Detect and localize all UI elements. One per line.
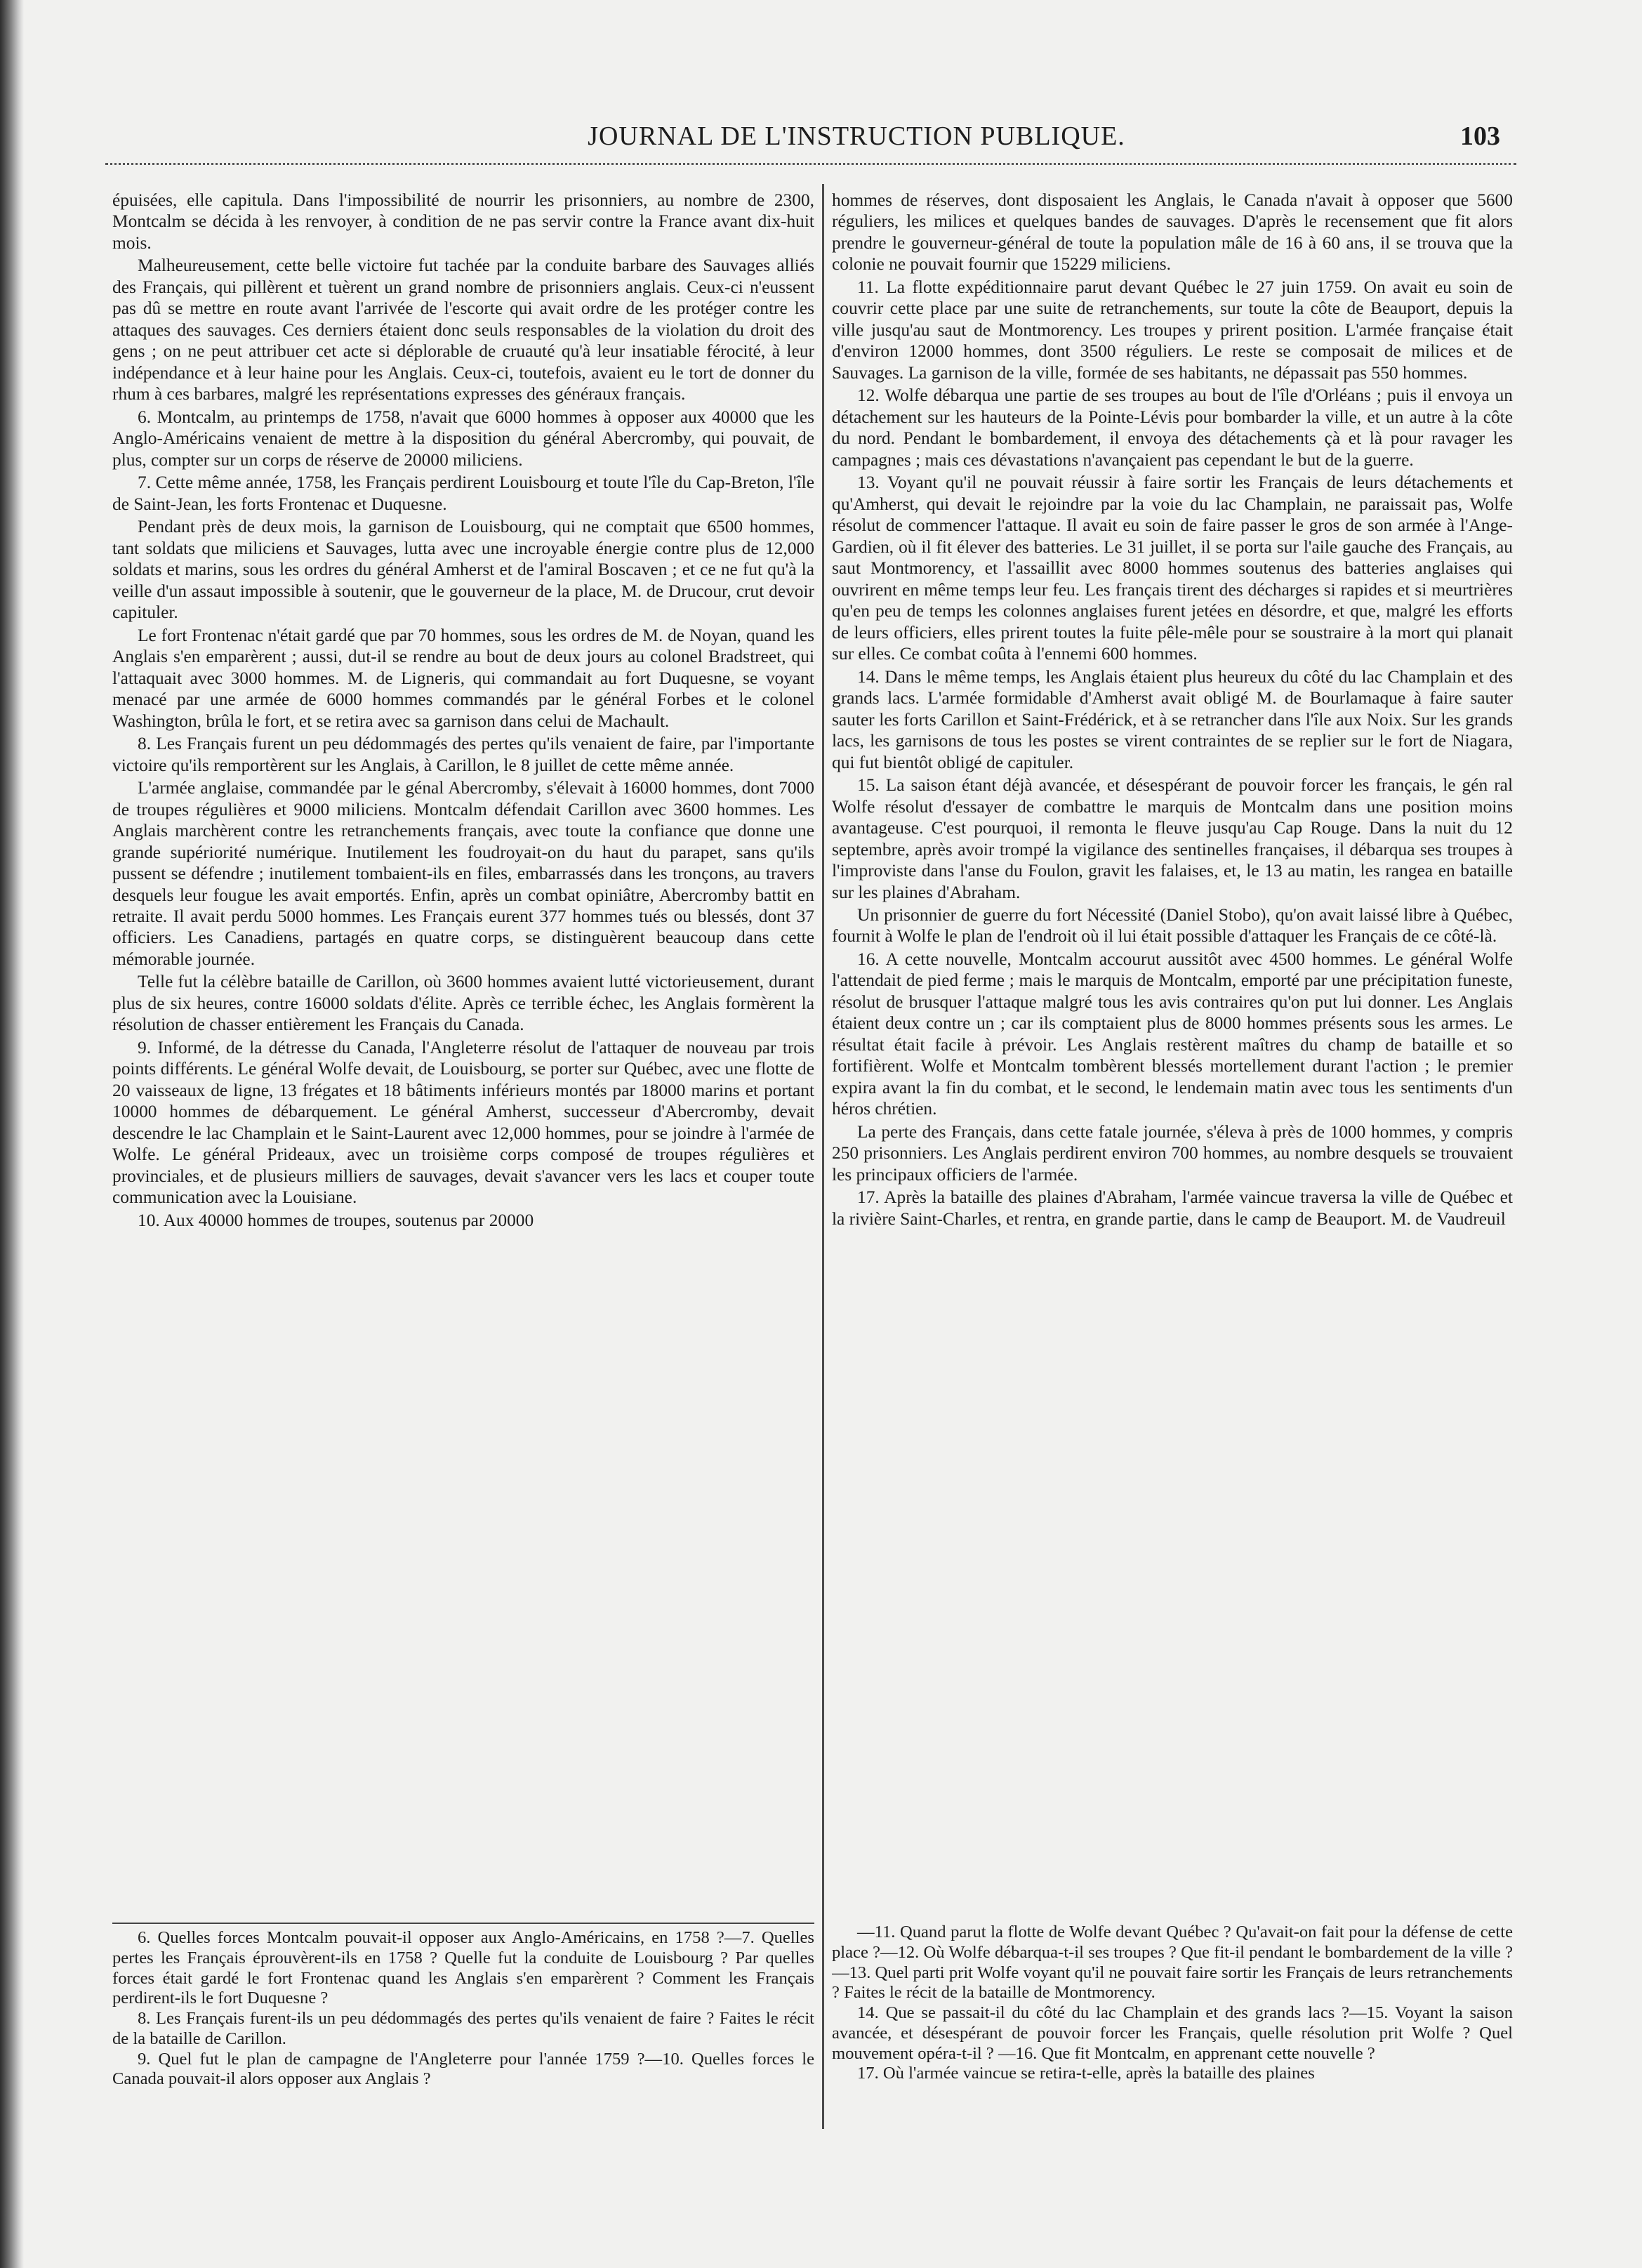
paragraph: L'armée anglaise, commandée par le génal Abercromby, s'élevait à 16000 hommes, dont 7000 de troupes régulières et 9000 miliciens. Montcalm défendait Carillon avec 3600 hommes. Les Anglais marchèrent contre les retranchements français, avec toute la confiance que donne une grande supériorité numérique. Inutilement les foudroyait-on du haut du parapet, sans qu'ils pussent se défendre ; inutilement tombaient-ils en files, embarrassés dans les tronçons, au travers desquels leur fougue les avait emportés. Enfin, après un combat opiniâtre, Abercromby battit en retraite. Il avait perdu 5000 hommes. Les Français eurent 377 hommes tués ou blessés, dont 37 officiers. Les Canadiens, partagés en quatre corps, se distinguèrent beaucoup dans cette mémorable journée.	[112, 778, 814, 969]
paragraph: Un prisonnier de guerre du fort Nécessité (Daniel Stobo), qu'on avait laissé libre à Québec, fournit à Wolfe le plan de l'endroit où il lui était possible d'attaquer les Français de ce côté-là.	[832, 904, 1513, 947]
question-paragraph: 14. Que se passait-il du côté du lac Champlain et des grands lacs ?—15. Voyant la saison avancée, et désespérant de pouvoir forcer les Français, quelle résolution prit Wolfe ? Quel mouvement opéra-t-il ? —16. Que fit Montcalm, en apprenant cette nouvelle ?	[832, 2003, 1513, 2063]
paragraph: La perte des Français, dans cette fatale journée, s'éleva à près de 1000 hommes, y compris 250 prisonniers. Les Anglais perdirent environ 700 hommes, au nombre desquels se trouvaient les principaux officiers de l'armée.	[832, 1121, 1513, 1185]
right-column	[832, 190, 1513, 1917]
question-paragraph: —11. Quand parut la flotte de Wolfe devant Québec ? Qu'avait-on fait pour la défense de cette place ?—12. Où Wolfe débarqua-t-il ses troupes ? Que fit-il pendant le bombardement de la ville ?—13. Quel parti prit Wolfe voyant qu'il ne pouvait faire sortir les Français de leurs retranchements ? Faites le récit de la bataille de Montmorency.	[832, 1923, 1513, 2003]
paragraph: 12. Wolfe débarqua une partie de ses troupes au bout de l'île d'Orléans ; puis il envoya un détachement sur les hauteurs de la Pointe-Lévis pour bombarder la ville, et un autre à la côte du nord. Pendant le bombardement, il envoya des détachements çà et là pour ravager les campagnes ; mais ces dévastations n'avançaient pas cependant le but de la guerre.	[832, 385, 1513, 470]
paragraph: 8. Les Français furent un peu dédommagés des pertes qu'ils venaient de faire, par l'importante victoire qu'ils remportèrent sur les Anglais, à Carillon, le 8 juillet de cette même année.	[112, 734, 814, 775]
running-title: JOURNAL DE L'INSTRUCTION PUBLIQUE.	[588, 121, 1125, 151]
paragraph: 13. Voyant qu'il ne pouvait réussir à faire sortir les Français de leurs détachements et qu'Amherst, qui devait le rejoindre par la voie du lac Champlain, ne paraissait pas, Wolfe résolut de commencer l'attaque. Il avait eu soin de faire passer le gros de son armée à l'Ange-Gardien, où il fit élever des batteries. Le 31 juillet, il se porta sur l'aile gauche des Français, au saut Montmorency, et l'assaillit avec 8000 hommes soutenus des batteries anglaises qui ouvrirent en même temps leur feu. Les français tirent des décharges si rapides et si meurtrières qu'en peu de temps les colonnes anglaises furent jetées en désordre, et que, malgré les efforts de leurs officiers, elles prirent toutes la fuite pêle-mêle pour se soustraire à la mort qui planait sur elles. Ce combat coûta à l'ennemi 600 hommes.	[832, 473, 1513, 664]
header-rule	[105, 163, 1516, 165]
paragraph: Pendant près de deux mois, la garnison de Louisbourg, qui ne comptait que 6500 hommes, tant soldats que miliciens et Sauvages, lutta avec une incroyable énergie contre plus de 12,000 soldats et marins, sous les ordres du général Amherst et de l'amiral Boscaven ; et ce ne fut qu'à la veille d'un assaut impossible à soutenir, que le gouverneur de la place, M. de Drucour, crut devoir capituler.	[112, 517, 814, 623]
page-number: 103	[1460, 121, 1500, 151]
paragraph: 6. Montcalm, au printemps de 1758, n'avait que 6000 hommes à opposer aux 40000 que les Anglo-Américains venaient de mettre à la disposition du général Abercromby, qui pouvait, de plus, compter sur un corps de réserve de 20000 miliciens.	[112, 407, 814, 470]
question-paragraph: 9. Quel fut le plan de campagne de l'Angleterre pour l'année 1759 ?—10. Quelles forces le Canada pouvait-il alors opposer aux Anglais ?	[112, 2049, 814, 2089]
column-rule	[822, 184, 824, 2129]
paragraph: Le fort Frontenac n'était gardé que par 70 hommes, sous les ordres de M. de Noyan, quand les Anglais s'en emparèrent ; aussi, dut-il se rendre au bout de deux jours au colonel Bradstreet, qui l'attaquait avec 3000 hommes. M. de Ligneris, qui commandait au fort Duquesne, se voyant menacé par une armée de 6000 hommes commandés par le général Forbes et le colonel Washington, brûla le fort, et se retira avec sa garnison dans celui de Machault.	[112, 625, 814, 731]
paragraph: 11. La flotte expéditionnaire parut devant Québec le 27 juin 1759. On avait eu soin de couvrir cette place par une suite de retranchements, sur toute la côte de Beauport, depuis la ville jusqu'au saut de Montmorency. Les troupes y prirent position. L'armée française était d'environ 12000 hommes, dont 3500 réguliers. Le reste se composait de milices et de Sauvages. La garnison de la ville, formée de ses habitants, ne dépassait pas 550 hommes.	[832, 277, 1513, 383]
paragraph: 9. Informé, de la détresse du Canada, l'Angleterre résolut de l'attaquer de nouveau par trois points différents. Le général Wolfe devait, de Louisbourg, se porter sur Québec, avec une flotte de 20 vaisseaux de ligne, 13 frégates et 18 bâtiments inférieurs montés par 18000 marins et portant 10000 hommes de débarquement. Le général Amherst, successeur d'Abercromby, devait descendre le lac Champlain et le Saint-Laurent avec 12,000 hommes, pour se joindre à l'armée de Wolfe. Le général Prideaux, avec un troisième corps composé de troupes régulières et provinciales, et de plusieurs milliers de sauvages, devait s'avancer vers les lacs et couper toute communication avec la Louisiane.	[112, 1037, 814, 1208]
questions-right	[832, 1923, 1513, 2126]
paragraph: Telle fut la célèbre bataille de Carillon, où 3600 hommes avaient lutté victorieusement, durant plus de six heures, contre 16000 soldats d'élite. Après ce terrible échec, les Anglais formèrent la résolution de chasser entièrement les Français du Canada.	[112, 972, 814, 1035]
left-column	[112, 190, 814, 1910]
paragraph: 17. Après la bataille des plaines d'Abraham, l'armée vaincue traversa la ville de Québec et la rivière Saint-Charles, et rentra, en grande partie, dans le camp de Beauport. M. de Vaudreuil	[832, 1187, 1513, 1229]
questions-left	[112, 1928, 814, 2132]
paragraph: 16. A cette nouvelle, Montcalm accourut aussitôt avec 4500 hommes. Le général Wolfe l'attendait de pied ferme ; mais le marquis de Montcalm, emporté par une précipitation funeste, résolut de brusquer l'attaque malgré tous les avis contraires qu'on put lui donner. Les Anglais étaient deux contre un ; car ils comptaient plus de 8000 hommes présents sous les armes. Le résultat était facile à prévoir. Les Anglais restèrent maîtres du champ de bataille et so fortifièrent. Wolfe et Montcalm tombèrent blessés mortellement durant l'action ; le premier expira avant la fin du combat, et le second, le lendemain matin avec tous les sentiments d'un héros chrétien.	[832, 949, 1513, 1119]
paragraph: hommes de réserves, dont disposaient les Anglais, le Canada n'avait à opposer que 5600 réguliers, les milices et quelques bandes de sauvages. D'après le recensement que fit alors prendre le gouverneur-général de toute la population mâle de 16 à 60 ans, il se trouva que la colonie ne pouvait fournir que 15229 miliciens.	[832, 190, 1513, 275]
paragraph: 14. Dans le même temps, les Anglais étaient plus heureux du côté du lac Champlain et des grands lacs. L'armée formidable d'Amherst avait obligé M. de Bourlamaque à faire sauter sauter les forts Carillon et Saint-Frédérick, et à se retrancher dans l'île aux Noix. Sur les grands lacs, les garnisons de tous les postes se virent contraintes de se replier sur le fort de Niagara, qui fut bientôt obligé de capituler.	[832, 666, 1513, 772]
question-paragraph: 6. Quelles forces Montcalm pouvait-il opposer aux Anglo-Américains, en 1758 ?—7. Quelles pertes les Français éprouvèrent-ils en 1758 ? Quelle fut la conduite de Louisbourg ? Par quelles forces était gardé le fort Frontenac quand les Anglais s'en emparèrent ? Comment les Français perdirent-ils le fort Duquesne ?	[112, 1928, 814, 2008]
paragraph: Malheureusement, cette belle victoire fut tachée par la conduite barbare des Sauvages alliés des Français, qui pillèrent et tuèrent un grand nombre de prisonniers anglais. Ceux-ci n'eussent pas dû se mettre en route avant l'arrivée de l'escorte qui avait ordre de les protéger contre les attaques des sauvages. Ces derniers étaient donc seuls responsables de la violation du droit des gens ; on ne peut attribuer cet acte si déplorable de cruauté qu'à leur insatiable férocité, à leur indépendance et à leur haine pour les Anglais. Ceux-ci, toutefois, avaient eu le tort de donner du rhum à ces barbares, malgré les représentations expresses des généraux français.	[112, 256, 814, 404]
paragraph: 7. Cette même année, 1758, les Français perdirent Louisbourg et toute l'île du Cap-Breton, l'île de Saint-Jean, les forts Frontenac et Duquesne.	[112, 473, 814, 514]
question-paragraph: 8. Les Français furent-ils un peu dédommagés des pertes qu'ils venaient de faire ? Faites le récit de la bataille de Carillon.	[112, 2009, 814, 2048]
paragraph: 15. La saison étant déjà avancée, et désespérant de pouvoir forcer les français, le gén ral Wolfe résolut d'essayer de combattre le marquis de Montcalm dans une position moins avantageuse. C'est pourquoi, il remonta le fleuve jusqu'au Cap Rouge. Dans la nuit du 12 septembre, après avoir trompé la vigilance des sentinelles françaises, il débarqua ses troupes à l'improviste dans l'anse du Foulon, gravit les falaises, et, le 13 au matin, les rangea en bataille sur les plaines d'Abraham.	[832, 775, 1513, 902]
paragraph: épuisées, elle capitula. Dans l'impossibilité de nourrir les prisonniers, au nombre de 2300, Montcalm se décida à les renvoyer, à condition de ne pas servir contre la France avant dix-huit mois.	[112, 190, 814, 253]
question-paragraph: 17. Où l'armée vaincue se retira-t-elle, après la bataille des plaines	[857, 2064, 1315, 2083]
questions-rule	[112, 1923, 814, 1924]
paragraph: 10. Aux 40000 hommes de troupes, soutenus par 20000	[138, 1210, 534, 1230]
